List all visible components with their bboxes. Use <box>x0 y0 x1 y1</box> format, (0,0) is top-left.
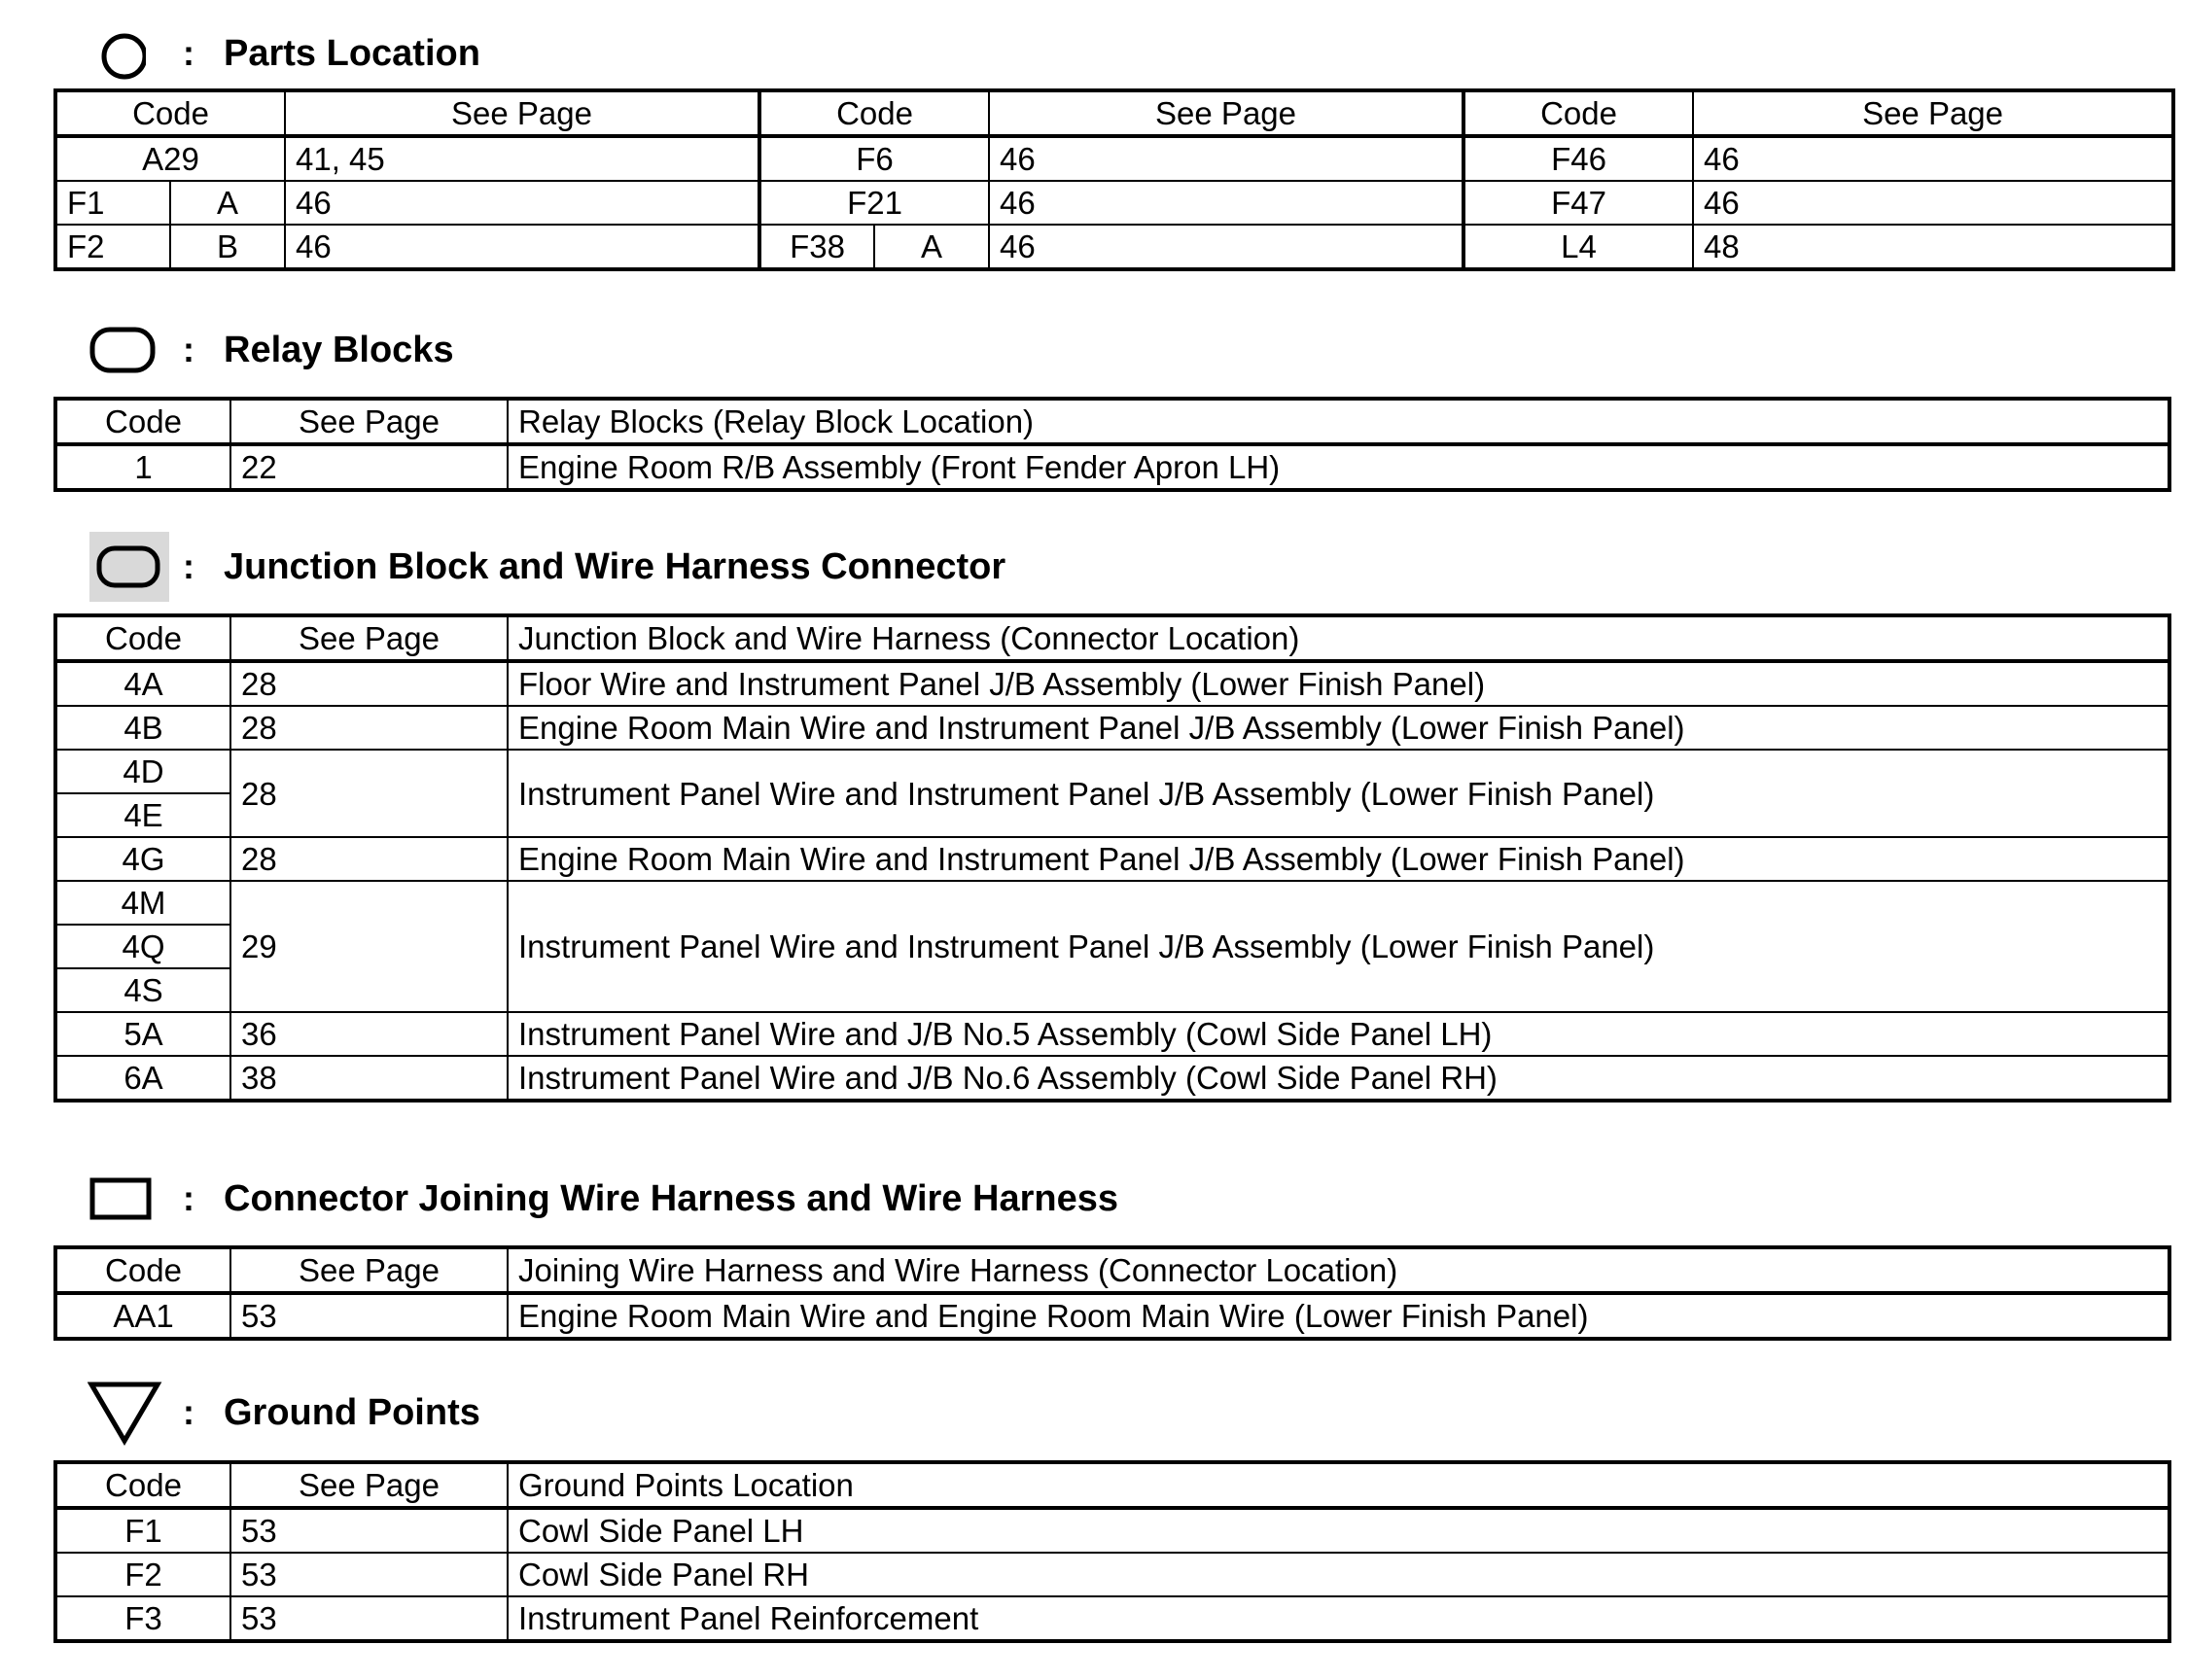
description-cell: Instrument Panel Wire and J/B No.5 Assembly (Cowl Side Panel LH) <box>508 1012 2169 1056</box>
section-title: Relay Blocks <box>224 329 454 370</box>
relay-blocks-heading <box>88 316 454 384</box>
code-cell: F2 <box>55 1553 230 1596</box>
code-cell: F1 <box>55 1508 230 1553</box>
table-row <box>55 136 2173 181</box>
circle-icon <box>88 19 175 88</box>
rectangle-icon <box>88 1165 175 1233</box>
parts-location-heading <box>88 19 480 88</box>
code-cell: 4G <box>55 837 230 881</box>
description-cell: Engine Room Main Wire and Instrument Panel J/B Assembly (Lower Finish Panel) <box>508 837 2169 881</box>
column-header: Code <box>55 1247 230 1293</box>
table-row <box>55 881 2169 925</box>
page-cell: 53 <box>230 1508 508 1553</box>
column-header: Code <box>55 615 230 661</box>
code-cell: L4 <box>1463 225 1693 269</box>
column-header: Relay Blocks (Relay Block Location) <box>508 399 2169 444</box>
column-header: Code <box>55 90 285 136</box>
description-cell: Instrument Panel Wire and Instrument Panel J/B Assembly (Lower Finish Panel) <box>508 750 2169 837</box>
sub-code-cell: A <box>170 181 285 225</box>
code-cell: 4D <box>55 750 230 793</box>
description-cell: Instrument Panel Reinforcement <box>508 1596 2169 1641</box>
table-row <box>55 1056 2169 1101</box>
code-cell: 4E <box>55 793 230 837</box>
code-cell: 4A <box>55 661 230 706</box>
table-row <box>55 837 2169 881</box>
table-row <box>55 1508 2169 1553</box>
description-cell: Engine Room R/B Assembly (Front Fender Apron LH) <box>508 444 2169 490</box>
ground-points-table <box>53 1460 2171 1643</box>
column-header: See Page <box>230 399 508 444</box>
page-cell: 46 <box>1693 181 2173 225</box>
page-cell: 28 <box>230 750 508 837</box>
table-row <box>55 706 2169 750</box>
code-cell: F1 <box>55 181 170 225</box>
column-header: Code <box>55 399 230 444</box>
column-header: See Page <box>285 90 759 136</box>
parts-location-table <box>53 88 2175 271</box>
code-cell: 4B <box>55 706 230 750</box>
table-row <box>55 661 2169 706</box>
page-cell: 38 <box>230 1056 508 1101</box>
page-cell: 46 <box>1693 136 2173 181</box>
page-cell: 28 <box>230 661 508 706</box>
table-header-row <box>55 399 2169 444</box>
description-cell: Instrument Panel Wire and J/B No.6 Assembly (Cowl Side Panel RH) <box>508 1056 2169 1101</box>
page-cell: 46 <box>285 181 759 225</box>
column-header: Code <box>1463 90 1693 136</box>
code-cell: F2 <box>55 225 170 269</box>
column-header: See Page <box>1693 90 2173 136</box>
page-cell: 29 <box>230 881 508 1012</box>
page-cell: 41, 45 <box>285 136 759 181</box>
table-header-row <box>55 615 2169 661</box>
code-cell: 4Q <box>55 925 230 968</box>
table-row <box>55 1596 2169 1641</box>
code-cell: F38 <box>759 225 874 269</box>
column-header: Code <box>759 90 989 136</box>
page-cell: 53 <box>230 1293 508 1339</box>
column-header: Ground Points Location <box>508 1462 2169 1508</box>
description-cell: Engine Room Main Wire and Instrument Panel J/B Assembly (Lower Finish Panel) <box>508 706 2169 750</box>
triangle-down-icon <box>88 1379 175 1447</box>
page-cell: 28 <box>230 706 508 750</box>
description-cell: Floor Wire and Instrument Panel J/B Assembly (Lower Finish Panel) <box>508 661 2169 706</box>
code-cell: 1 <box>55 444 230 490</box>
page-cell: 46 <box>285 225 759 269</box>
code-cell: 4M <box>55 881 230 925</box>
connector-joining-table <box>53 1245 2171 1341</box>
table-row <box>55 1293 2169 1339</box>
code-cell: 4S <box>55 968 230 1012</box>
column-header: See Page <box>989 90 1463 136</box>
ground-points-heading <box>88 1379 480 1447</box>
description-cell: Engine Room Main Wire and Engine Room Main Wire (Lower Finish Panel) <box>508 1293 2169 1339</box>
code-cell: 5A <box>55 1012 230 1056</box>
heading-colon: : <box>183 33 194 73</box>
junction-block-heading <box>88 533 1005 601</box>
connector-joining-heading <box>88 1165 1118 1233</box>
page-cell: 46 <box>989 181 1463 225</box>
page-cell: 46 <box>989 136 1463 181</box>
page-cell: 48 <box>1693 225 2173 269</box>
column-header: Code <box>55 1462 230 1508</box>
table-row <box>55 181 2173 225</box>
table-row <box>55 444 2169 490</box>
section-title: Junction Block and Wire Harness Connector <box>224 545 1006 587</box>
page-cell: 28 <box>230 837 508 881</box>
junction-block-table <box>53 613 2171 1102</box>
relay-blocks-table <box>53 397 2171 492</box>
page-cell: 36 <box>230 1012 508 1056</box>
sub-code-cell: A <box>874 225 989 269</box>
table-header-row <box>55 90 2173 136</box>
code-cell: F21 <box>759 181 989 225</box>
table-header-row <box>55 1247 2169 1293</box>
section-title: Connector Joining Wire Harness and Wire Harness <box>224 1177 1118 1219</box>
heading-colon: : <box>183 1392 194 1432</box>
description-cell: Instrument Panel Wire and Instrument Panel J/B Assembly (Lower Finish Panel) <box>508 881 2169 1012</box>
column-header: See Page <box>230 615 508 661</box>
table-header-row <box>55 1462 2169 1508</box>
table-row <box>55 750 2169 793</box>
heading-colon: : <box>183 546 194 586</box>
table-row <box>55 1553 2169 1596</box>
code-cell: F6 <box>759 136 989 181</box>
page-cell: 46 <box>989 225 1463 269</box>
page-cell: 53 <box>230 1553 508 1596</box>
column-header: Junction Block and Wire Harness (Connector Location) <box>508 615 2169 661</box>
column-header: See Page <box>230 1247 508 1293</box>
code-cell: F3 <box>55 1596 230 1641</box>
code-cell: A29 <box>55 136 285 181</box>
page-cell: 53 <box>230 1596 508 1641</box>
description-cell: Cowl Side Panel LH <box>508 1508 2169 1553</box>
rounded-rectangle-icon <box>88 316 175 384</box>
heading-colon: : <box>183 1178 194 1218</box>
page-cell: 22 <box>230 444 508 490</box>
section-title: Ground Points <box>224 1391 480 1433</box>
code-cell: F47 <box>1463 181 1693 225</box>
description-cell: Cowl Side Panel RH <box>508 1553 2169 1596</box>
column-header: See Page <box>230 1462 508 1508</box>
code-cell: AA1 <box>55 1293 230 1339</box>
code-cell: 6A <box>55 1056 230 1101</box>
code-cell: F46 <box>1463 136 1693 181</box>
table-row <box>55 225 2173 269</box>
section-title: Parts Location <box>224 32 480 74</box>
heading-colon: : <box>183 330 194 369</box>
table-row <box>55 1012 2169 1056</box>
column-header: Joining Wire Harness and Wire Harness (Connector Location) <box>508 1247 2169 1293</box>
sub-code-cell: B <box>170 225 285 269</box>
shaded-rounded-rectangle-icon <box>88 533 175 601</box>
